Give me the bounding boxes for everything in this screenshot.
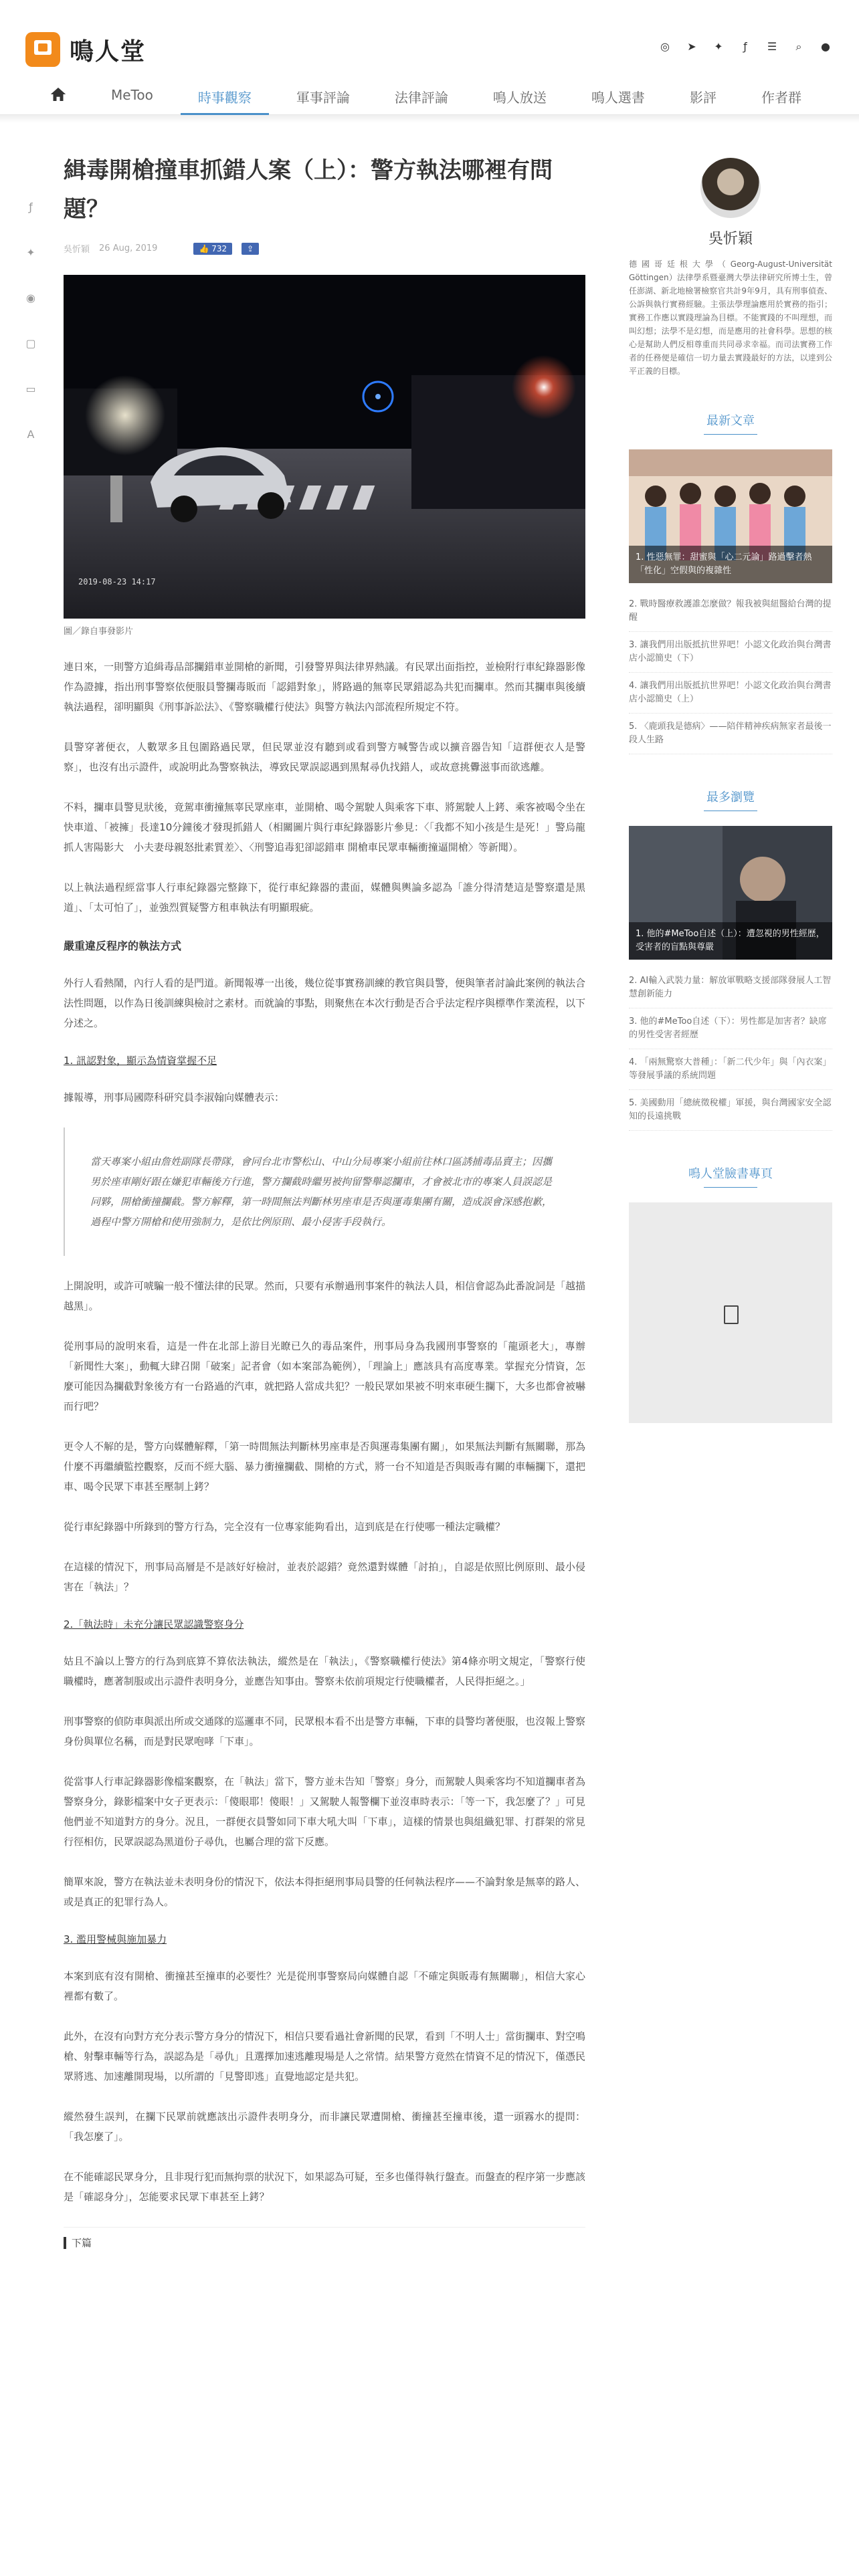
subsection-heading: 1. 訊認對象，顯示為情資掌握不足 (64, 1055, 217, 1067)
paragraph: 據報導，刑事局國際科研究員李淑翰向媒體表示： (64, 1091, 285, 1103)
list-item[interactable]: 5. 美國動用「總統徵稅權」軍援，與台灣國家安全認知的長遠挑戰 (629, 1090, 832, 1131)
paragraph: 此外，在沒有向對方充分表示警方身分的情況下，相信只要看過社會新聞的民眾，看到「不明人士」當街攔車、對空鳴槍、射擊車輛等行為，誤認為是「尋仇」且選擇加速逃離現場是人之常情。結果警方竟然在情資不足的情況下，僅憑民眾將逃、加速離開現場，以所謂的「見警即逃」直覺地認定是共犯。 (64, 2030, 586, 2082)
dashcam-timestamp: 2019-08-23 14:17 (78, 577, 156, 586)
article-date: 26 Aug, 2019 (99, 243, 158, 253)
paragraph: 姑且不論以上警方的行為到底算不算依法執法，縱然是在「執法」，《警察職權行使法》第4條亦明文規定，「警察行使職權時，應著制服或出示證件表明身分，並應告知事由。警察未依前項規定行使職權者，人民得拒絕之。」 (64, 1655, 585, 1687)
author-avatar[interactable] (700, 158, 761, 218)
list-item[interactable]: 3. 讓我們用出版抵抗世界吧！小認文化政治與台灣書店小認簡史（下） (629, 632, 832, 673)
popular-feature[interactable] (629, 826, 832, 960)
latest-list (629, 591, 832, 754)
instagram-icon[interactable]: ◎ (660, 40, 670, 53)
list-item[interactable]: 3. 他的#MeToo自述（下）：男性都是加害者？缺席的男性受害者經歷 (629, 1008, 832, 1049)
sidebar (629, 158, 832, 1423)
line-share-icon[interactable]: ◉ (26, 292, 35, 304)
article (64, 151, 585, 2250)
author-bio: 德國哥廷根大學（Georg-August-Universität Göttingen）法律學系暨臺灣大學法律研究所博士生，曾任澎湖、新北地檢署檢察官共計9年9月，具有刑事偵查、公訴與執行實務經驗。主張法學理論應用於實務的指引；實務工作應以實踐理論為目標。不能實踐的不叫理想，而叫幻想；法學不是幻想，而是應用的社會科學。思想的核心是幫助人們反相尊重而共同尋求幸福。而司法實務工作者的任務便是確信一切力量去實踐最好的方法，以達到公平正義的目標。 (629, 259, 832, 376)
paragraph: 員警穿著便衣，人數眾多且包圍路過民眾，但民眾並沒有聽到或看到警方喊警告或以擴音器告知「這群便衣人是警察」，也沒有出示證件，或說明此為警察執法，導致民眾誤認遇到黑幫尋仇找錯人，或故意挑釁滋事而欲逃離。 (64, 741, 585, 773)
latest-feature[interactable] (629, 449, 832, 583)
paragraph: 上開說明，或許可唬騙一般不懂法律的民眾。然而，只要有承辦過刑事案件的執法人員，相信會認為此番說詞是「越描越黑」。 (64, 1280, 586, 1312)
subsection-heading: 2.「執法時」未充分讓民眾認識警察身分 (64, 1618, 244, 1630)
next-part-label[interactable] (64, 2227, 585, 2250)
paragraph: 本案到底有沒有開槍、衝撞甚至撞車的必要性？光是從刑事警察局向媒體自認「不確定與販毒有無關聯」，相信大家心裡都有數了。 (64, 1970, 585, 2002)
twitter-icon[interactable]: ✦ (714, 40, 723, 53)
paragraph: 以上執法過程經當事人行車紀錄器完整錄下，從行車紀錄器的畫面，媒體與輿論多認為「誰分得清楚這是警察還是黑道」、「太可怕了」，並強烈質疑警方租車執法有明顯瑕疵。 (64, 881, 585, 914)
main-nav (0, 78, 859, 115)
list-item[interactable]: 4. 「兩無驚察大普種」：「新二代少年」與「內衣案」等發展爭議的系統問題 (629, 1049, 832, 1090)
list-item[interactable]: 5. 〈鹿頭我是德病〉——陪伴精神疾病無家者最後一段人生路 (629, 714, 832, 754)
bookmark-icon[interactable]: ▢ (25, 337, 36, 350)
nav-item-current-affairs[interactable]: 時事觀察 (181, 78, 269, 115)
paragraph: 更令人不解的是，警方向媒體解釋，「第一時間無法判斷林男座車是否與運毒集團有關」，如果無法判斷有無關聯，那為什麼不再繼續監控觀察，反而不經大腦、暴力衝撞攔截、開槍的方式，將一台不知道是否與販毒有關的車輛攔下，還把車、喝令民眾下車甚至壓制上銬？ (64, 1440, 586, 1493)
broken-document-icon (724, 1305, 739, 1324)
blockquote: 當天專案小組由詹姓副隊長帶隊，會同台北市警松山、中山分局專案小組前往林口區誘捕毒品賣主；因攜男於座車剛好跟在嫌犯車輛後方行進，警方攔截時繼男被拘留警舉認攔車，才會被北市的專案人員誤認是同夥，開槍衝撞攔截。警方解釋，第一時間無法判斷林男座車是否與運毒集團有關，造成誤會深感抱歉，過程中警方開槍和使用強制力，是依比例原則、最小侵害手段執行。 (64, 1128, 585, 1256)
paragraph: 外行人看熱鬧，內行人看的是門道。新聞報導一出後，幾位從事實務訓練的教官與員警，便與筆者討論此案例的執法合法性問題，以作為日後訓練與檢討之素材。而就論的事點，則聚焦在本次行動是否合乎法定程序與標準作業流程，以下分述之。 (64, 977, 586, 1029)
nav-item-books[interactable]: 鳴人選書 (591, 90, 645, 106)
menu-icon[interactable]: ☰ (767, 40, 777, 53)
comment-icon[interactable]: ▭ (25, 383, 36, 395)
list-item[interactable]: 4. 讓我們用出版抵抗世界吧！小認文化政治與台灣書店小認簡史（上） (629, 673, 832, 714)
nav-item-military[interactable]: 軍事評論 (296, 90, 350, 106)
dashcam-scene (64, 275, 585, 619)
facebook-like-button[interactable]: 👍 732 (193, 243, 232, 255)
list-item[interactable]: 2. AI輸入武裝力量：解放軍戰略支援部隊發展人工智慧創新能力 (629, 968, 832, 1008)
nav-item-broadcast[interactable]: 鳴人放送 (492, 90, 547, 106)
site-name: 鳴人堂 (70, 37, 147, 66)
home-icon[interactable] (48, 84, 68, 104)
share-rail (24, 201, 51, 473)
nav-item-metoo[interactable]: MeToo (111, 87, 153, 103)
paragraph: 不料，攔車員警見狀後，竟駕車衝撞無辜民眾座車，並開槍、喝令駕駛人與乘客下車、將駕駛人上銬、乘客被喝令坐在快車道、「被擁」長達10分鐘後才發現抓錯人（相關圖片與行車紀錄器影片參見：〈「我都不知小孩是生是死！」警烏龍抓人害陽影大 小夫妻母親怒批素質差〉、〈刑警追毒犯卻認錯車 開槍車民眾車輛衝撞逼開槍〉等新聞）。 (64, 801, 586, 853)
twitter-share-icon[interactable]: ✦ (26, 246, 35, 259)
social-icons (658, 40, 832, 53)
latest-feature-caption: 1. 性惡無罪：甜蜜與「心二元論」路過擊者熱「性化」空假與的複雜性 (629, 546, 832, 583)
nav-item-film[interactable]: 影評 (689, 90, 717, 106)
nav-item-authors[interactable]: 作者群 (761, 90, 801, 106)
paragraph: 從當事人行車記錄器影像檔案觀察，在「執法」當下，警方並未告知「警察」身分，而駕駛人與乘客均不知道攔車者為警察身分，錄影檔案中女子更表示：「傻眼耶！傻眼！」又駕駛人報警欄下並沒車時表示：「等一下，我怎麼了？」可見他們並不知道對方的身分。況且，一群便衣員警如同下車大吼大叫「下車」，這樣的情景也與組織犯罪、打群架的常見行徑相仿，民眾誤認為黑道份子尋仇，也屬合理的當下反應。 (64, 1776, 586, 1848)
list-item[interactable]: 2. 戰時醫療救護誰怎麼做？報我被與紐醫給台灣的提醒 (629, 591, 832, 632)
nav-item-law[interactable]: 法律評論 (394, 90, 448, 106)
search-icon[interactable]: ⌕ (795, 40, 802, 53)
article-image (64, 275, 585, 619)
paragraph: 在不能確認民眾身分，且非現行犯而無拘票的狀況下，如果認為可疑，至多也僅得執行盤查。而盤查的程序第一步應該是「確認身分」，怎能要求民眾下車甚至上銬？ (64, 2171, 586, 2203)
facebook-page-embed[interactable] (629, 1202, 832, 1423)
facebook-share-button[interactable]: ⇪ (242, 243, 259, 255)
like-count: 732 (211, 243, 227, 253)
paragraph: 在這樣的情況下，刑事局高層是不是該好好檢討，並表於認錯？竟然還對媒體「討拍」，自認是依照比例原則、最小侵害在「執法」？ (64, 1561, 585, 1593)
article-meta (64, 242, 585, 255)
section-heading: 嚴重違反程序的執法方式 (64, 940, 182, 952)
subsection-heading: 3. 濫用警械與施加暴力 (64, 1933, 167, 1945)
article-author[interactable]: 吳忻穎 (64, 245, 90, 255)
next-part-text: 下篇 (72, 2237, 92, 2249)
facebook-page-title: 鳴人堂臉書專頁 (629, 1164, 832, 1188)
paragraph: 簡單來說，警方在執法並未表明身份的情況下，依法本得拒絕刑事局員警的任何執法程序——不論對象是無辜的路人、或是真正的犯罪行為人。 (64, 1876, 586, 1908)
latest-articles-title: 最新文章 (629, 411, 832, 435)
article-title: 緝毒開槍撞車抓錯人案（上）：警方執法哪裡有問題？ (64, 157, 553, 223)
paragraph: 從刑事局的說明來看，這是一件在北部上游目光瞭已久的毒品案件，刑事局身為我國刑事警察的「龍頭老大」，專辦「新聞性大案」，動輒大肆召開「破案」記者會（如本案部為範例），「理論上」應該具有高度專業。掌握充分情資，怎麼可能因為攔截對象後方有一台路過的汽車，就把路人當成共犯？一般民眾如果被不明來車硬生攔下，大多也都會被嚇而行吧？ (64, 1340, 586, 1412)
paragraph: 刑事警察的偵防車與派出所或交通隊的巡邏車不同，民眾根本看不出是警方車輛，下車的員警均著便服，也沒報上警察身份與單位名稱，而是對民眾咆哮「下車」。 (64, 1715, 586, 1747)
popular-feature-caption: 1. 他的#MeToo自述（上）：遭忽視的男性經歷，受害者的盲點與尊嚴 (629, 922, 832, 960)
facebook-icon[interactable]: ƒ (743, 40, 747, 53)
font-size-icon[interactable]: A (27, 428, 35, 441)
nav-shadow (0, 115, 859, 123)
paragraph: 縱然發生誤判，在攔下民眾前就應該出示證件表明身分，而非讓民眾遭開槍、衝撞甚至撞車後，還一頭霧水的提問：「我怎麼了」。 (64, 2111, 585, 2143)
user-icon[interactable]: ● (821, 40, 830, 53)
paragraph: 從行車紀錄器中所錄到的警方行為，完全沒有一位專家能夠看出，這到底是在行使哪一種法定職權？ (64, 1521, 506, 1533)
figure-caption: 圖／錄自事發影片 (64, 627, 134, 637)
telegram-icon[interactable]: ➤ (687, 40, 696, 53)
popular-articles-title: 最多瀏覽 (629, 788, 832, 811)
author-name[interactable]: 吳忻穎 (708, 231, 753, 247)
popular-list (629, 968, 832, 1131)
site-header (0, 0, 859, 67)
site-logo[interactable] (25, 32, 146, 67)
logo-mark-icon (25, 32, 60, 67)
paragraph: 連日來，一則警方追緝毒品部攔錯車並開槍的新聞，引發警界與法律界熱議。有民眾出面指控，並檢附行車紀錄器影像作為證據，指出刑事警察依便服員警攔毒販而「認錯對象」，將路過的無辜民眾錯認為共犯而攔車。然而其攔車與後續執法過程，卻明顯與《刑事訴訟法》、《警察職權行使法》與警方執法內部流程所規定不符。 (64, 661, 586, 713)
facebook-share-icon[interactable]: ƒ (29, 201, 33, 213)
